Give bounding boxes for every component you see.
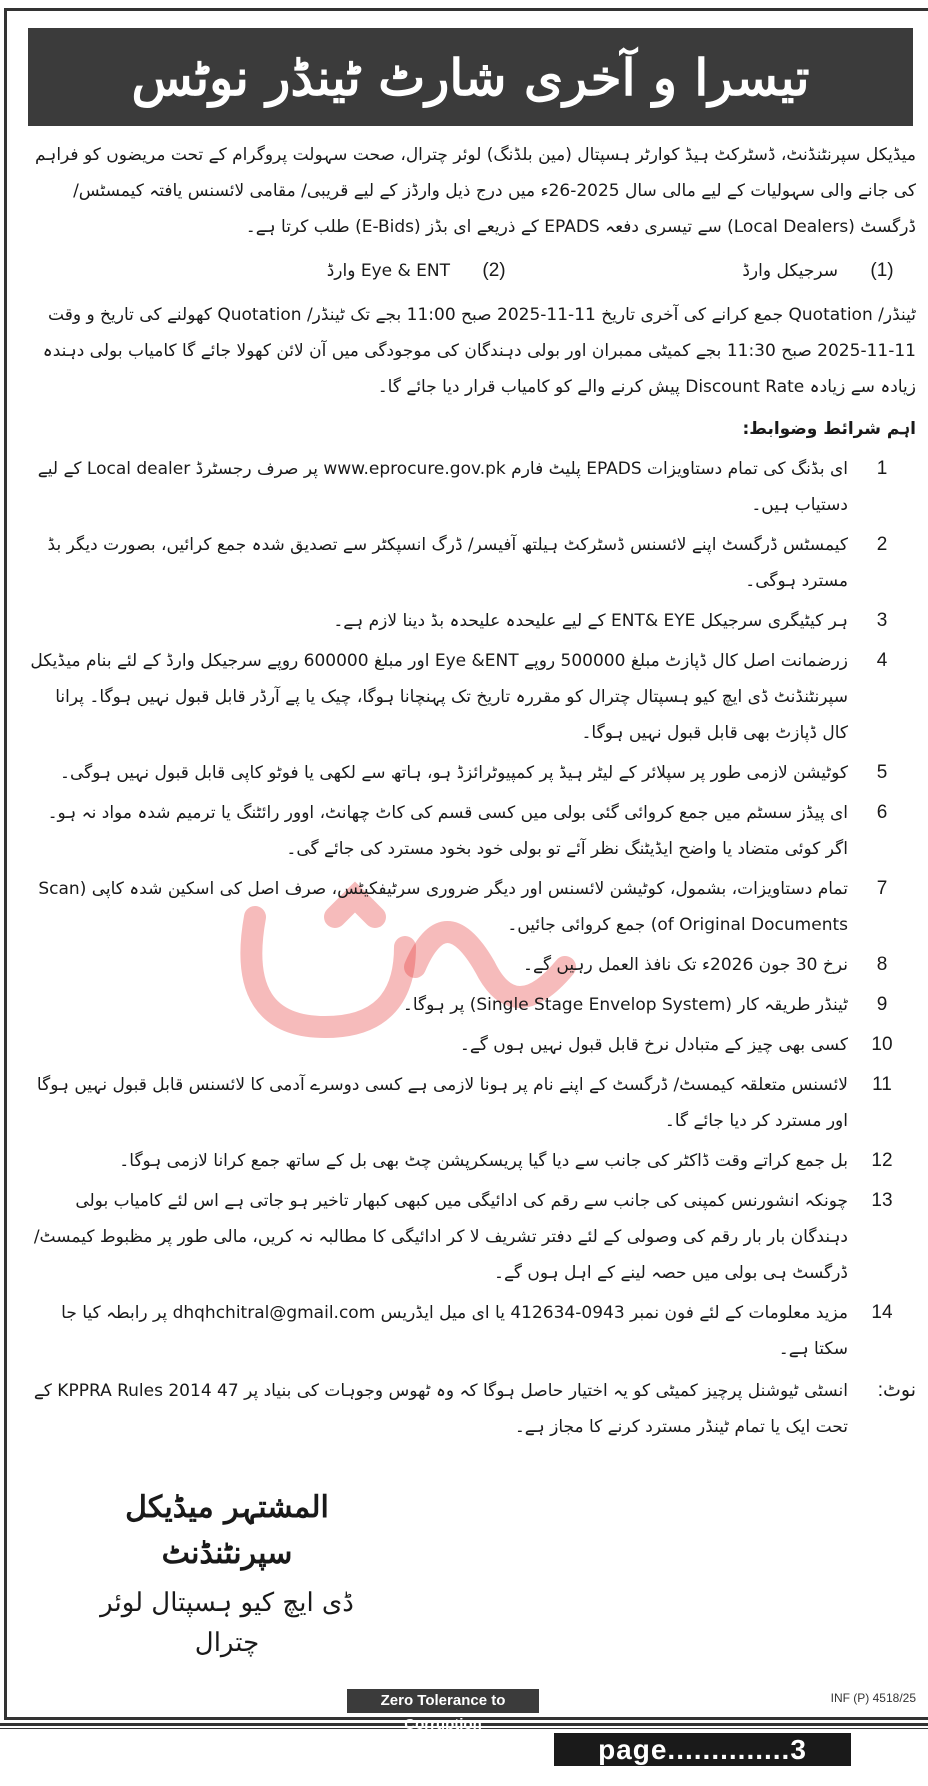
item-text: کوٹیشن لازمی طور پر سپلائر کے لیٹر ہیڈ پر کمپیوٹرائزڈ ہو، ہاتھ سے لکھی یا فوٹو کاپی قابل قبول نہیں ہوگی۔ bbox=[59, 763, 848, 783]
item-number: 6 bbox=[876, 802, 888, 823]
terms-item bbox=[25, 527, 916, 599]
terms-list bbox=[25, 451, 916, 1367]
intro-paragraph: میڈیکل سپرنٹنڈنٹ، ڈسٹرکٹ ہیڈ کوارٹر ہسپتال (مین بلڈنگ) لوئر چترال، صحت سہولت پروگرام کے تحت مریضوں کو فراہم کی جانے والی سہولیات کے لیے مالی سال 2025-26ء میں درج ذیل وارڈز کے لیے قریبی/ مقامی لائسنس یافتہ کیمسٹس/ ڈرگسٹ (Local Dealers) سے تیسری دفعہ EPADS کے ذریعے ای بڈز (E-Bids) طلب کرتا ہے۔ bbox=[35, 145, 916, 237]
terms-item bbox=[25, 1067, 916, 1139]
ward-number: (1) bbox=[870, 260, 894, 281]
ad-reference: INF (P) 4518/25 bbox=[830, 1691, 916, 1705]
note-label: نوٹ: bbox=[877, 1380, 916, 1401]
anti-corruption-slogan: Zero Tolerance to Corruption bbox=[347, 1689, 539, 1713]
item-text: لائسنس متعلقہ کیمسٹ/ ڈرگسٹ کے اپنے نام پر ہونا لازمی ہے کسی دوسرے آدمی کا لائسنس قابل قبول نہیں ہوگا اور مسترد کر دیا جائے گا۔ bbox=[36, 1075, 848, 1131]
signature-title: المشتہر میڈیکل سپرنٹنڈنٹ bbox=[125, 1490, 329, 1571]
notice-body bbox=[25, 137, 916, 1445]
item-number: 7 bbox=[876, 878, 888, 899]
notice-frame bbox=[4, 8, 928, 1733]
item-number: 10 bbox=[871, 1034, 893, 1055]
notice-title: تیسرا و آخری شارٹ ٹینڈر نوٹس bbox=[131, 47, 810, 107]
terms-item bbox=[25, 755, 916, 791]
item-text: ای بڈنگ کی تمام دستاویزات EPADS پلیٹ فارم www.eprocure.gov.pk پر صرف رجسٹرڈ Local dealer کے لیے دستیاب ہیں۔ bbox=[37, 459, 848, 515]
item-number: 8 bbox=[876, 954, 888, 975]
item-number: 12 bbox=[871, 1150, 893, 1171]
terms-item bbox=[25, 795, 916, 867]
item-text: کسی بھی چیز کے متبادل نرخ قابل قبول نہیں ہوں گے۔ bbox=[459, 1035, 848, 1055]
ward-label: Eye & ENT وارڈ bbox=[326, 261, 450, 281]
terms-item bbox=[25, 1183, 916, 1291]
item-number: 4 bbox=[876, 650, 888, 671]
item-text: کیمسٹس ڈرگسٹ اپنے لائسنس ڈسٹرکٹ ہیلتھ آفیسر/ ڈرگ انسپکٹر سے تصدیق شدہ جمع کرائیں، بصورت دیگر بڈ مسترد ہوگی۔ bbox=[47, 535, 848, 591]
item-text: تمام دستاویزات، بشمول، کوٹیشن لائسنس اور دیگر ضروری سرٹیفکیٹس، صرف اصل کی اسکین شدہ کاپی (Scan of Original Documents) جمع کروائی جائیں۔ bbox=[38, 879, 848, 935]
schedule-paragraph: ٹینڈر/ Quotation جمع کرانے کی آخری تاریخ 11-11-2025 صبح 11:00 بجے تک ٹینڈر/ Quotation کھولنے کی تاریخ و وقت 11-11-2025 صبح 11:30 بجے کمیٹی ممبران اور بولی دہندگان کی موجودگی میں آن لائن کھولا جائے گا کامیاب بولی دہندہ زیادہ سے زیادہ Discount Rate پیش کرنے والے کو کامیاب قرار دیا جائے گا۔ bbox=[42, 305, 916, 397]
item-number: 11 bbox=[872, 1074, 892, 1095]
item-text: نرخ 30 جون 2026ء تک نافذ العمل رہیں گے۔ bbox=[523, 955, 848, 975]
terms-item bbox=[25, 451, 916, 523]
item-text: چونکہ انشورنس کمپنی کی جانب سے رقم کی ادائیگی میں کبھی کبھار تاخیر ہو جاتی ہے اس لئے کامیاب بولی دہندگان بار بار رقم کی وصولی کے لئے دفتر تشریف لا کر ادائیگی کا مطالبہ نہ کریں، مالی طور پر مظبوط کیمسٹ/ ڈرگسٹ ہی بولی میں حصہ لینے کے اہل ہوں گے۔ bbox=[33, 1191, 848, 1283]
footer-row bbox=[25, 1683, 916, 1733]
ward-label: سرجیکل وارڈ bbox=[742, 261, 838, 281]
item-text: بل جمع کراتے وقت ڈاکٹر کی جانب سے دیا گیا پریسکرپشن چٹ بھی بل کے ساتھ جمع کرانا لازمی ہوگا۔ bbox=[119, 1151, 848, 1171]
item-number: 3 bbox=[876, 610, 888, 631]
terms-item bbox=[25, 947, 916, 983]
terms-heading: اہم شرائط وضوابط: bbox=[742, 419, 916, 439]
item-text: زرضمانت اصل کال ڈپازٹ مبلغ 500000 روپے Eye &ENT اور مبلغ 600000 روپے سرجیکل وارڈ کے لئے بنام میڈیکل سپرنٹنڈنٹ ڈی ایچ کیو ہسپتال چترال کو مقررہ تاریخ تک پہنچانا ہوگا، چیک یا پے آرڈر قابل قبول نہیں ہوگا۔ پرانا کال ڈپازٹ بھی قابل قبول نہیں ہوگا۔ bbox=[30, 651, 848, 743]
terms-item bbox=[25, 1027, 916, 1063]
item-text: ٹینڈر طریقہ کار (Single Stage Envelop System) پر ہوگا۔ bbox=[402, 995, 848, 1015]
terms-item bbox=[25, 603, 916, 639]
title-banner bbox=[25, 25, 916, 129]
item-number: 9 bbox=[876, 994, 888, 1015]
terms-item bbox=[25, 1143, 916, 1179]
item-number: 13 bbox=[871, 1190, 893, 1211]
item-number: 5 bbox=[876, 762, 888, 783]
item-number: 14 bbox=[871, 1302, 893, 1323]
page-number: page..............3 bbox=[554, 1733, 851, 1766]
terms-item bbox=[25, 643, 916, 751]
terms-item bbox=[25, 1295, 916, 1367]
terms-item bbox=[25, 987, 916, 1023]
item-number: 1 bbox=[876, 458, 888, 479]
note-item bbox=[25, 1373, 916, 1445]
terms-item bbox=[25, 871, 916, 943]
item-number: 2 bbox=[876, 534, 888, 555]
signature-hospital: ڈی ایچ کیو ہسپتال لوئر چترال bbox=[100, 1588, 354, 1658]
item-text: ای پیڈز سسٹم میں جمع کروائی گئی بولی میں کسی قسم کی کاٹ چھانٹ، اوور رائٹنگ یا ترمیم شدہ مواد نہ ہو۔ اگر کوئی متضاد یا واضح ایڈیٹنگ نظر آئے تو بولی خود بخود مسترد کی جائے گی۔ bbox=[47, 803, 848, 859]
note-text: انسٹی ٹیوشنل پرچیز کمیٹی کو یہ اختیار حاصل ہوگا کہ وہ ٹھوس وجوہات کی بنیاد پر 47 KPPRA Rules 2014 کے تحت ایک یا تمام ٹینڈر مسترد کرنے کا مجاز ہے۔ bbox=[33, 1381, 848, 1437]
item-text: مزید معلومات کے لئے فون نمبر 0943-412634 یا ای میل ایڈریس dhqhchitral@gmail.com پر رابطہ کیا جا سکتا ہے۔ bbox=[61, 1303, 848, 1359]
wards-list bbox=[25, 253, 916, 289]
item-text: ہر کیٹیگری سرجیکل ENT& EYE کے لیے علیحدہ علیحدہ بڈ دینا لازم ہے۔ bbox=[333, 611, 848, 631]
ward-number: (2) bbox=[482, 260, 506, 281]
